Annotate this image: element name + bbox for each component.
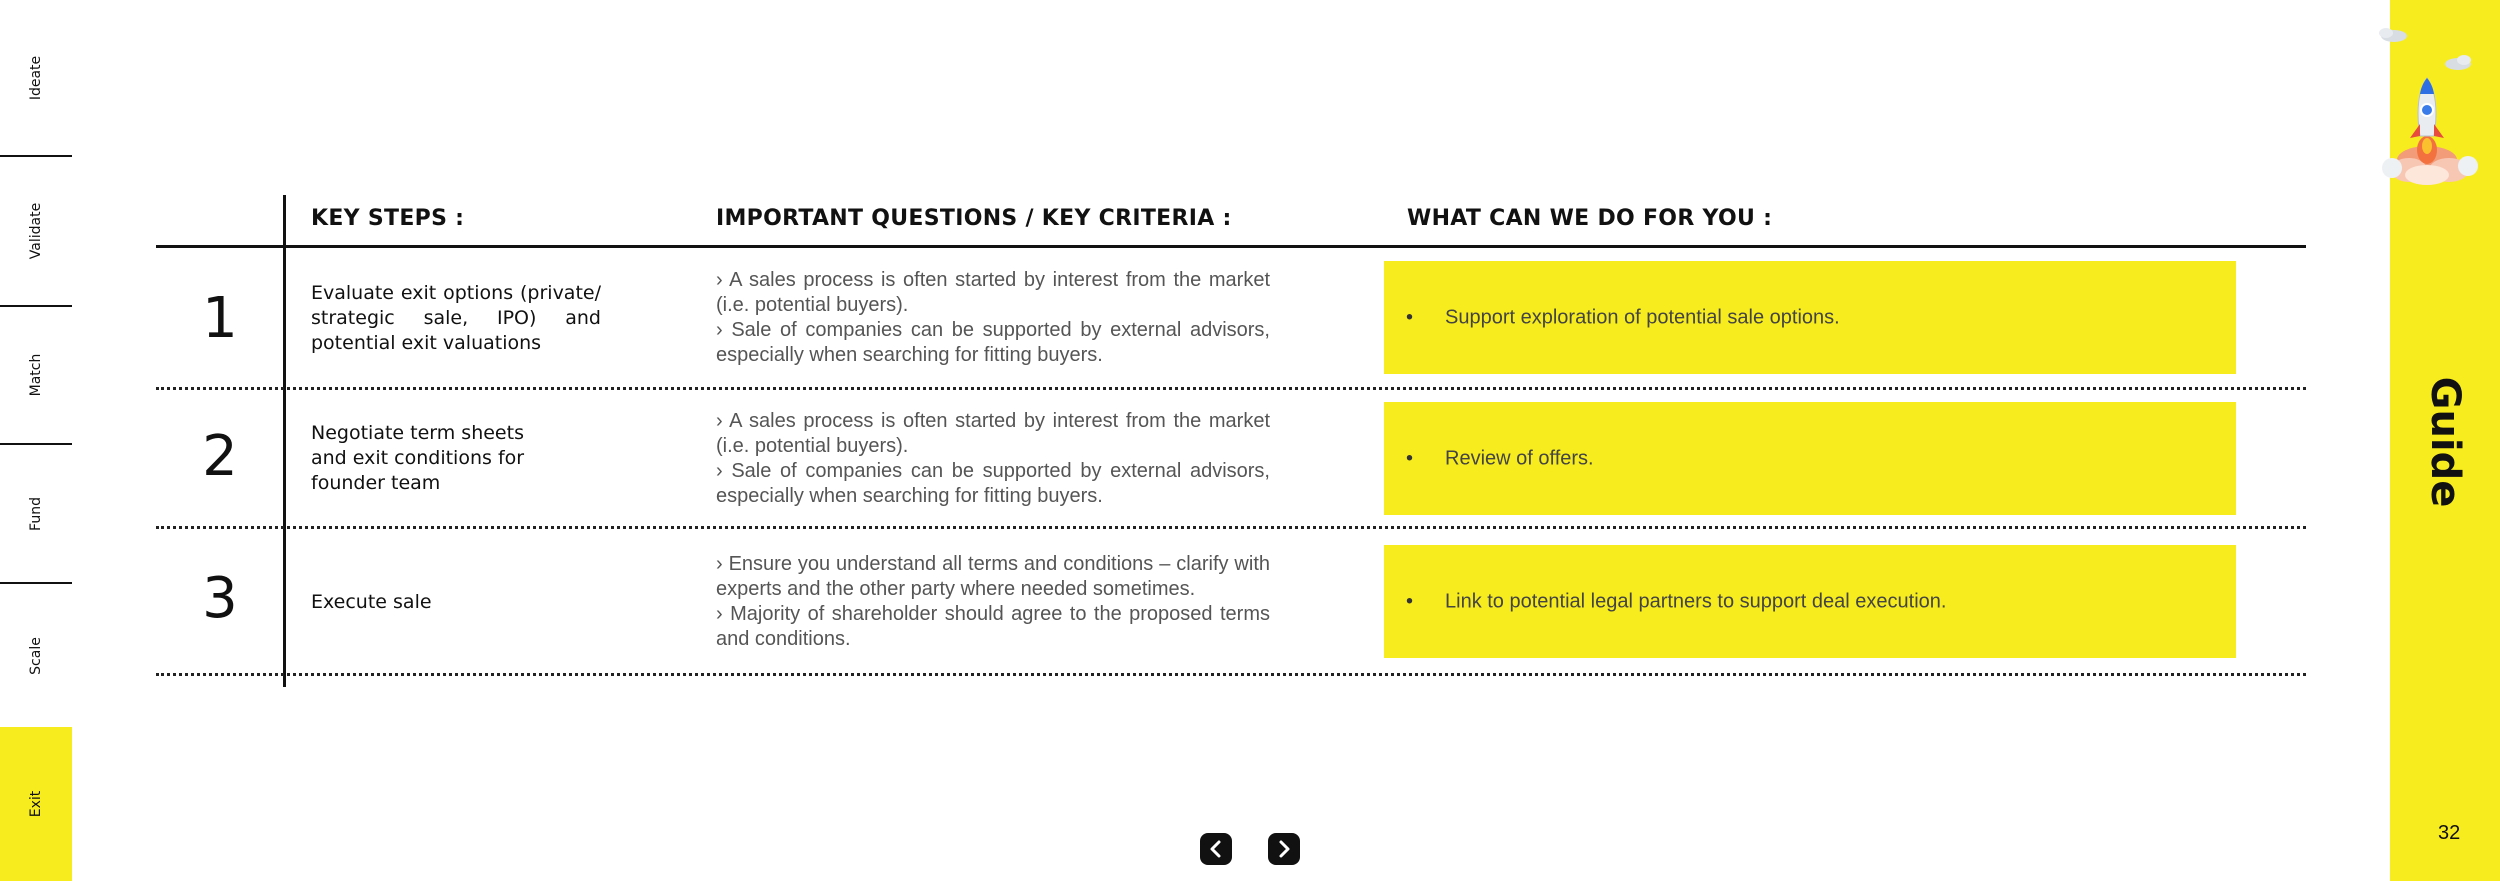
header-key-criteria: IMPORTANT QUESTIONS / KEY CRITERIA : [716,206,1232,231]
rocket-icon [2364,20,2484,190]
table-row-divider [156,387,2306,390]
step-line: founder team [311,472,441,494]
step-line: Negotiate term sheets [311,422,524,444]
step-description [311,421,601,496]
nav-item-label: Match [28,353,44,397]
step-line: and exit conditions for [311,447,525,469]
left-nav [0,0,72,881]
criteria-list [716,552,1270,652]
nav-item-fund[interactable] [0,445,72,582]
step-description: Execute sale [311,591,432,613]
support-text: Support exploration of potential sale options. [1445,306,1840,328]
next-page-button[interactable] [1268,833,1300,865]
bullet-icon: • [1406,306,1414,328]
nav-item-validate[interactable] [0,157,72,305]
header-support: WHAT CAN WE DO FOR YOU : [1407,206,1773,231]
bullet-icon: • [1406,590,1414,612]
support-box [1384,261,2236,374]
bullet-icon: • [1406,447,1414,469]
criteria-item: › Sale of companies can be supported by external advisors, especially when searching for fitting buyers. [716,319,1270,366]
nav-item-label: Validate [28,202,44,260]
nav-item-scale[interactable] [0,584,72,727]
nav-item-label: Ideate [28,55,44,100]
chevron-right-icon [1268,833,1300,865]
nav-item-ideate[interactable] [0,0,72,155]
step-number: 1 [202,286,238,351]
criteria-item: › Ensure you understand all terms and conditions – clarify with experts and the other party where needed sometimes. [716,553,1270,600]
criteria-item: › A sales process is often started by interest from the market (i.e. potential buyers). [716,269,1270,316]
support-box [1384,545,2236,658]
support-text: Review of offers. [1445,447,1594,469]
guide-label: Guide [2422,376,2468,508]
criteria-item: › Sale of companies can be supported by external advisors, especially when searching for fitting buyers. [716,460,1270,507]
nav-item-exit[interactable] [0,727,72,881]
page-number: 32 [2438,822,2461,844]
nav-item-label: Scale [28,636,44,675]
step-number: 3 [202,566,238,631]
nav-item-label: Fund [28,496,44,531]
nav-item-label: Exit [28,790,44,818]
step-description: Evaluate exit options (private/ strategic sale, IPO) and potential exit valuations [311,282,601,354]
nav-item-match[interactable] [0,307,72,443]
header-key-steps: KEY STEPS : [311,206,465,231]
step-number: 2 [202,424,238,489]
criteria-list [716,268,1270,368]
support-text: Link to potential legal partners to support deal execution. [1445,590,1947,612]
table-vertical-rule [283,195,286,687]
table-row-divider [156,526,2306,529]
table-row-divider [156,673,2306,676]
criteria-list [716,409,1270,509]
criteria-item: › A sales process is often started by interest from the market (i.e. potential buyers). [716,410,1270,457]
prev-page-button[interactable] [1200,833,1232,865]
criteria-item: › Majority of shareholder should agree to the proposed terms and conditions. [716,603,1270,650]
table-header-rule [156,245,2306,248]
support-box [1384,402,2236,515]
chevron-left-icon [1200,833,1232,865]
